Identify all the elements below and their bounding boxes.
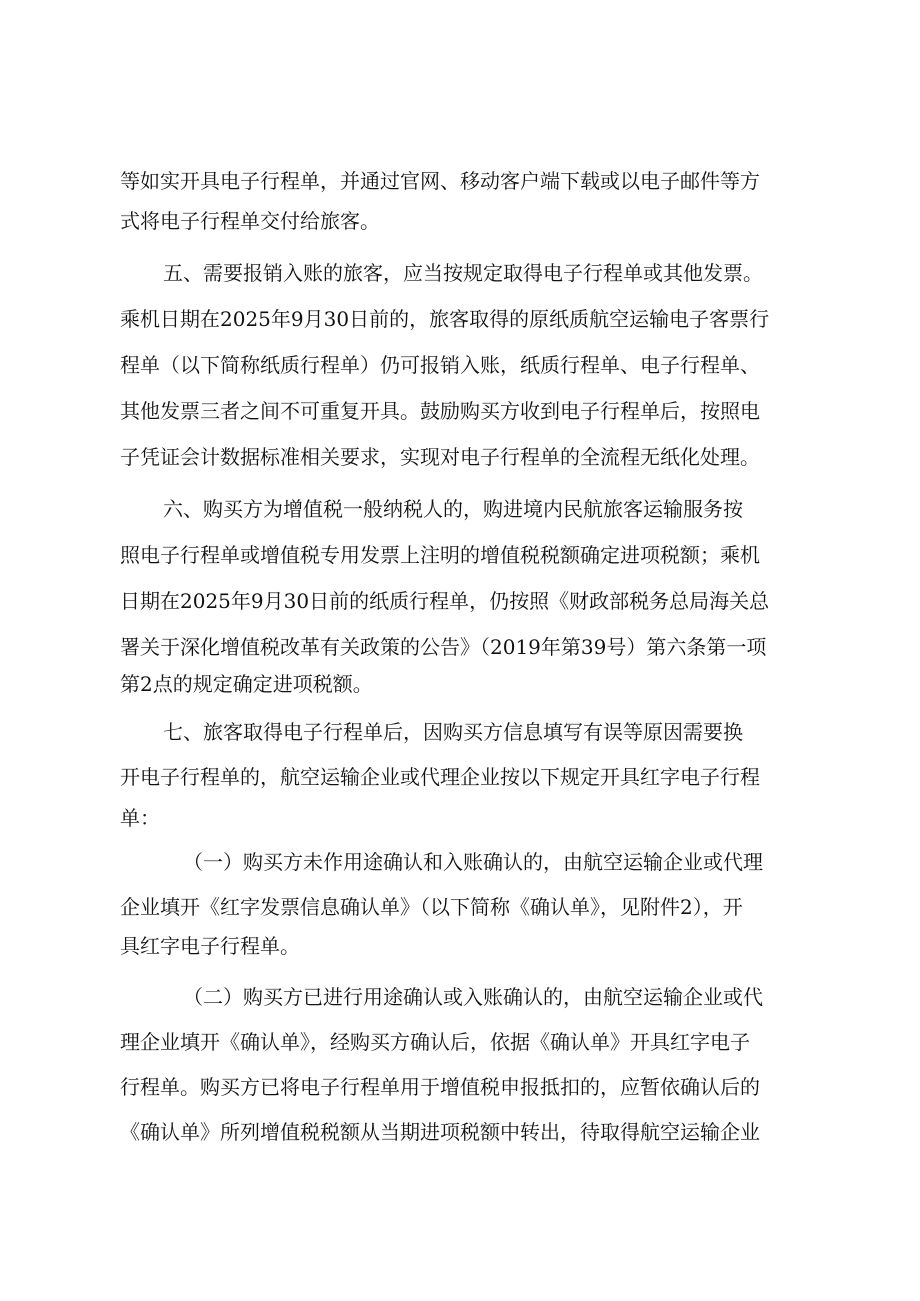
text-line bbox=[0, 1067, 920, 1107]
line-text: 理企业填开《确认单》，经购买方确认后，依据《确认单》开具红字电子 bbox=[120, 1030, 750, 1054]
line-text: 式将电子行程单交付给旅客。 bbox=[120, 209, 380, 233]
text-line bbox=[0, 345, 920, 385]
line-text: 单： bbox=[120, 806, 160, 830]
line-text: 子凭证会计数据标准相关要求，实现对电子行程单的全流程无纸化处理。 bbox=[120, 445, 760, 469]
line-text: 日期在2025年9月30日前的纸质行程单，仍按照《财政部税务总局海关总 bbox=[120, 589, 770, 613]
line-text: 等如实开具电子行程单，并通过官网、移动客户端下载或以电子邮件等方 bbox=[120, 169, 760, 193]
line-text: 《确认单》所列增值税税额从当期进项税额中转出，待取得航空运输企业 bbox=[120, 1120, 760, 1144]
text-line bbox=[0, 977, 920, 1017]
line-text: 程单（以下简称纸质行程单）仍可报销入账，纸质行程单、电子行程单、 bbox=[120, 353, 760, 377]
text-line bbox=[0, 1022, 920, 1062]
line-text: 照电子行程单或增值税专用发票上注明的增值税税额确定进项税额；乘机 bbox=[120, 543, 760, 567]
text-line bbox=[0, 926, 920, 966]
line-text: 乘机日期在2025年9月30日前的，旅客取得的原纸质航空运输电子客票行 bbox=[120, 307, 770, 331]
text-line bbox=[0, 253, 920, 293]
text-line bbox=[0, 1112, 920, 1152]
line-text: 行程单。购买方已将电子行程单用于增值税申报抵扣的，应暂依确认后的 bbox=[120, 1075, 760, 1099]
line-text: 六、购买方为增值税一般纳税人的，购进境内民航旅客运输服务按 bbox=[163, 497, 743, 521]
text-line bbox=[0, 391, 920, 431]
line-text: 具红字电子行程单。 bbox=[120, 934, 300, 958]
line-text: 署关于深化增值税改革有关政策的公告》（2019年第39号）第六条第一项 bbox=[120, 635, 767, 659]
line-text: 其他发票三者之间不可重复开具。鼓励购买方收到电子行程单后，按照电 bbox=[120, 399, 760, 423]
text-line bbox=[0, 757, 920, 797]
text-line bbox=[0, 489, 920, 529]
text-line bbox=[0, 581, 920, 621]
text-line bbox=[0, 842, 920, 882]
line-text: 第2点的规定确定进项税额。 bbox=[120, 672, 373, 696]
line-text: （二）购买方已进行用途确认或入账确认的，由航空运输企业或代 bbox=[183, 985, 763, 1009]
line-text: 开电子行程单的，航空运输企业或代理企业按以下规定开具红字电子行程 bbox=[120, 765, 760, 789]
line-text: （一）购买方未作用途确认和入账确认的，由航空运输企业或代理 bbox=[183, 850, 763, 874]
line-text: 七、旅客取得电子行程单后，因购买方信息填写有误等原因需要换 bbox=[163, 720, 743, 744]
text-line bbox=[0, 712, 920, 752]
line-text: 五、需要报销入账的旅客，应当按规定取得电子行程单或其他发票。 bbox=[163, 261, 763, 285]
text-line bbox=[0, 535, 920, 575]
text-line bbox=[0, 161, 920, 201]
text-line bbox=[0, 201, 920, 241]
text-line bbox=[0, 627, 920, 667]
text-line bbox=[0, 664, 920, 704]
text-line bbox=[0, 437, 920, 477]
line-text: 企业填开《红字发票信息确认单》（以下简称《确认单》，见附件2），开 bbox=[120, 895, 743, 919]
text-line bbox=[0, 798, 920, 838]
text-line bbox=[0, 299, 920, 339]
text-line bbox=[0, 887, 920, 927]
